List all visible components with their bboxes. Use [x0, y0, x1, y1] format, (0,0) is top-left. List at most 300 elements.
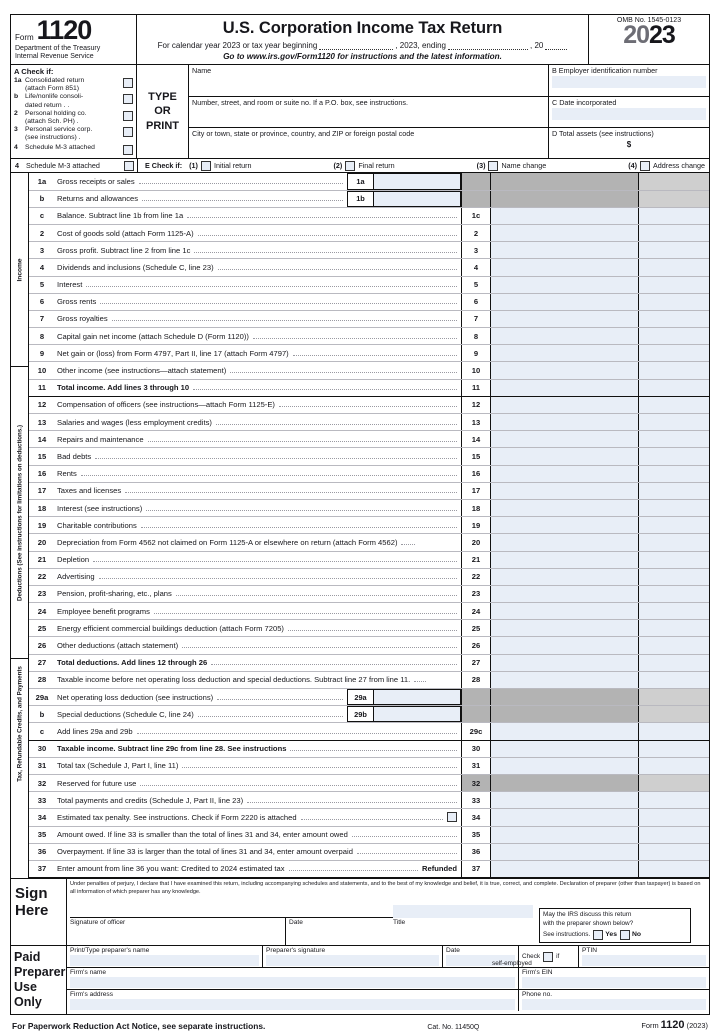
form-identity: [11, 15, 137, 64]
firm-address-input[interactable]: [70, 999, 515, 1010]
line-row-36[interactable]: [29, 844, 709, 861]
sub-amount-input[interactable]: [373, 191, 461, 207]
line-description-text: Charitable contributions: [57, 520, 137, 530]
cents-cell-blocked: [639, 191, 709, 207]
cents-input[interactable]: [639, 809, 709, 825]
line-description: [55, 191, 347, 207]
line-row-29c[interactable]: [29, 723, 709, 740]
line-number-col: 35: [461, 827, 491, 843]
end-year-input[interactable]: [545, 41, 567, 50]
sign-here-label: [11, 879, 67, 945]
cents-input[interactable]: [639, 466, 709, 482]
line-description-text: Taxable income. Subtract line 29c from line 28. See instructions: [57, 744, 287, 754]
option-label: Final return: [358, 161, 395, 171]
cents-input[interactable]: [639, 637, 709, 653]
line-row-4[interactable]: [29, 259, 709, 276]
line-description-text: Energy efficient commercial buildings deduction (attach Form 7205): [57, 623, 284, 633]
check-e-option-1[interactable]: [182, 160, 251, 171]
line-number: 16: [37, 469, 47, 479]
amount-input[interactable]: [491, 586, 639, 602]
line-description-text: Taxable income before net operating loss deduction and special deductions. Subtract line 27 from line 11.: [57, 675, 411, 685]
line-row-29a[interactable]: [29, 689, 709, 706]
amount-cell-blocked: [491, 191, 639, 207]
option-number: (1): [189, 161, 198, 171]
date-incorporated-input[interactable]: [552, 108, 706, 120]
line-row-21[interactable]: [29, 552, 709, 569]
signature-officer-cell[interactable]: [70, 917, 285, 945]
sub-line-number: 29b: [347, 706, 373, 722]
line-description-text: Gross royalties: [57, 314, 108, 324]
checkbox-address-change[interactable]: [640, 161, 650, 171]
line-description: [55, 397, 461, 413]
line-row-17[interactable]: [29, 483, 709, 500]
ptin-input[interactable]: [582, 955, 706, 966]
amount-input[interactable]: [491, 483, 639, 499]
amount-input[interactable]: [491, 380, 639, 396]
line-number: 2: [39, 228, 45, 238]
amount-input[interactable]: [491, 620, 639, 636]
cents-cell-blocked: [639, 775, 709, 791]
amount-input[interactable]: [491, 569, 639, 585]
line-description-text: Dividends and inclusions (Schedule C, line 23): [57, 262, 214, 272]
cents-cell-blocked: [639, 173, 709, 189]
line-number: 36: [37, 847, 47, 857]
calendar-mid: , 2023, ending: [395, 41, 447, 50]
item-label-text: Personal service corp.: [25, 126, 93, 134]
cents-input[interactable]: [639, 741, 709, 757]
line-description: [55, 655, 461, 671]
irs-discuss-line-1: May the IRS discuss this return: [543, 911, 632, 919]
line-row-28[interactable]: [29, 672, 709, 689]
line-row-3[interactable]: [29, 242, 709, 259]
amount-input[interactable]: [491, 603, 639, 619]
cents-input[interactable]: [639, 517, 709, 533]
amount-input[interactable]: [491, 723, 639, 739]
line-description: [55, 225, 461, 241]
line-number: 30: [37, 744, 47, 754]
line-row-1b[interactable]: [29, 191, 709, 208]
phone-cell[interactable]: [519, 990, 709, 1011]
sub-amount-box-1b[interactable]: [347, 191, 461, 207]
line-row-15[interactable]: [29, 448, 709, 465]
cents-input[interactable]: [639, 311, 709, 327]
line-row-7[interactable]: [29, 311, 709, 328]
amount-input[interactable]: [491, 362, 639, 378]
form-body: [11, 173, 709, 878]
amount-input[interactable]: [491, 672, 639, 688]
checkbox-initial-return[interactable]: [201, 161, 211, 171]
item-label-text: Personal holding co.: [25, 109, 87, 117]
checkbox-form-2220-attached[interactable]: [447, 812, 457, 822]
line-row-13[interactable]: [29, 414, 709, 431]
line-number-col: 4: [461, 259, 491, 275]
cents-cell-blocked: [639, 706, 709, 722]
calendar-prefix: For calendar year 2023 or tax year beginning: [157, 41, 318, 50]
firm-name-cell[interactable]: [67, 968, 519, 989]
phone-label: Phone no.: [522, 991, 553, 999]
checkbox-personal-holding-co[interactable]: [123, 111, 133, 121]
line-description-text: Special deductions (Schedule C, line 24): [57, 709, 194, 719]
cents-input[interactable]: [639, 792, 709, 808]
line-description-text: Employee benefit programs: [57, 606, 150, 616]
line-number-col: 15: [461, 448, 491, 464]
omb-block: [589, 15, 709, 64]
line-row-6[interactable]: [29, 294, 709, 311]
amount-input[interactable]: [491, 534, 639, 550]
begin-date-input[interactable]: [319, 41, 393, 50]
line-row-18[interactable]: [29, 500, 709, 517]
amount-input[interactable]: [491, 758, 639, 774]
line-number: 6: [39, 297, 45, 307]
line-description: [55, 466, 461, 482]
cents-input[interactable]: [639, 397, 709, 413]
check-e-label: E Check if:: [145, 161, 183, 171]
amount-input[interactable]: [491, 809, 639, 825]
cents-input[interactable]: [639, 380, 709, 396]
check-e-option-3[interactable]: [470, 160, 547, 171]
line-number: 12: [37, 400, 47, 410]
line-row-27[interactable]: [29, 655, 709, 672]
sub-amount-box-29a[interactable]: [347, 689, 461, 705]
line-number-col: 6: [461, 294, 491, 310]
type-word: TYPE: [148, 90, 177, 103]
check-a-item-1b[interactable]: [14, 93, 133, 109]
line-description-text: Add lines 29a and 29b: [57, 726, 133, 736]
line-number: 9: [39, 348, 45, 358]
cents-input[interactable]: [639, 672, 709, 688]
line-number: 22: [37, 572, 47, 582]
amount-input[interactable]: [491, 225, 639, 241]
sidebar-label-deductions: Deductions (See instructions for limitations on deductions.): [16, 424, 23, 601]
cents-input[interactable]: [639, 620, 709, 636]
line-number-col: 23: [461, 586, 491, 602]
line-row-20[interactable]: [29, 534, 709, 551]
paperwork-notice: For Paperwork Reduction Act Notice, see separate instructions.: [12, 1021, 266, 1031]
line-row-12[interactable]: [29, 397, 709, 414]
checkbox-yes[interactable]: [593, 930, 603, 940]
amount-input[interactable]: [491, 741, 639, 757]
line-description-text: Depletion: [57, 555, 90, 565]
preparer-name-label: Print/Type preparer's name: [70, 947, 150, 955]
line-row-10[interactable]: [29, 362, 709, 379]
signature-date-cell[interactable]: [285, 917, 393, 945]
check-a-item-2[interactable]: [14, 110, 133, 126]
firm-name-input[interactable]: [70, 977, 515, 988]
line-row-1a[interactable]: [29, 173, 709, 190]
amount-input[interactable]: [491, 328, 639, 344]
footer-form-number: 1120: [660, 1019, 685, 1031]
dept-line-1: Department of the Treasury: [15, 44, 101, 52]
checkbox-no[interactable]: [620, 930, 630, 940]
irs-discuss-box: [539, 908, 691, 943]
amount-input[interactable]: [491, 414, 639, 430]
line-number-col: 16: [461, 466, 491, 482]
amount-input[interactable]: [491, 655, 639, 671]
sub-amount-input[interactable]: [373, 689, 461, 705]
line-number: 5: [39, 280, 45, 290]
item-label-text: Life/nonlife consoli-: [25, 93, 84, 101]
cents-input[interactable]: [639, 242, 709, 258]
amount-input[interactable]: [491, 311, 639, 327]
cents-input[interactable]: [639, 586, 709, 602]
irs-discuss-no[interactable]: [620, 929, 641, 940]
line-number-col: 30: [461, 741, 491, 757]
self-employed-label: self-employed: [492, 959, 532, 967]
line-row-37[interactable]: [29, 861, 709, 878]
line-row-1c[interactable]: [29, 208, 709, 225]
line-description-text: Reserved for future use: [57, 778, 137, 788]
line-number: 31: [37, 761, 47, 771]
line-row-24[interactable]: [29, 603, 709, 620]
amount-input[interactable]: [491, 500, 639, 516]
cents-input[interactable]: [639, 534, 709, 550]
amount-input[interactable]: [491, 861, 639, 877]
option-number: (4): [628, 161, 638, 171]
cents-input[interactable]: [639, 362, 709, 378]
signature-lines: [70, 906, 706, 945]
checkbox-consolidated-return[interactable]: [123, 78, 133, 88]
preparer-name-cell[interactable]: [67, 946, 263, 967]
line-description-text: Capital gain net income (attach Schedule D (Form 1120)): [57, 331, 249, 341]
cents-input[interactable]: [639, 483, 709, 499]
line-description: [55, 173, 347, 189]
phone-input[interactable]: [522, 999, 706, 1010]
line-row-33[interactable]: [29, 792, 709, 809]
omb-number: OMB No. 1545-0123: [616, 17, 682, 24]
cents-input[interactable]: [639, 655, 709, 671]
firm-ein-cell[interactable]: [519, 968, 709, 989]
line-number-col: 2: [461, 225, 491, 241]
line-description: [55, 448, 461, 464]
line-row-2[interactable]: [29, 225, 709, 242]
line-row-35[interactable]: [29, 827, 709, 844]
amount-cell-blocked: [491, 706, 639, 722]
amount-input[interactable]: [491, 345, 639, 361]
line-row-19[interactable]: [29, 517, 709, 534]
line-row-5[interactable]: [29, 277, 709, 294]
item-sub-text: (attach Sch. PH) .: [25, 117, 79, 125]
check-e-label-group: [138, 161, 182, 170]
line-row-23[interactable]: [29, 586, 709, 603]
checkbox-lifenonlife-return[interactable]: [123, 94, 133, 104]
line-description: [55, 689, 347, 705]
amount-input[interactable]: [491, 844, 639, 860]
form-number: 1120: [36, 15, 92, 45]
item-sub-text: dated return . .: [25, 101, 70, 109]
cents-input[interactable]: [639, 225, 709, 241]
irs-website-link[interactable]: Go to www.irs.gov/Form1120 for instructions and the latest information.: [223, 52, 502, 61]
line-description: [55, 809, 461, 825]
line-number-col: 18: [461, 500, 491, 516]
amount-input[interactable]: [491, 827, 639, 843]
amount-input[interactable]: [491, 277, 639, 293]
cents-input[interactable]: [639, 414, 709, 430]
cents-input[interactable]: [639, 827, 709, 843]
line-number-col: 33: [461, 792, 491, 808]
ein-cell[interactable]: [549, 65, 709, 96]
sub-amount-box-1a[interactable]: [347, 173, 461, 189]
line-description: [55, 208, 461, 224]
cents-input[interactable]: [639, 345, 709, 361]
amount-input[interactable]: [491, 792, 639, 808]
line-description-text: Depreciation from Form 4562 not claimed on Form 1125-A or elsewhere on return (attach Form 4562): [57, 537, 398, 547]
line-description-text: Taxes and licenses: [57, 486, 122, 496]
item-label-text: Consolidated return: [25, 77, 85, 85]
cents-input[interactable]: [639, 552, 709, 568]
amount-input[interactable]: [491, 397, 639, 413]
line-row-34[interactable]: [29, 809, 709, 826]
ein-input[interactable]: [552, 76, 706, 88]
preparer-signature-cell[interactable]: [263, 946, 443, 967]
line-row-22[interactable]: [29, 569, 709, 586]
city-field-row[interactable]: [189, 128, 548, 158]
amount-input[interactable]: [491, 552, 639, 568]
preparer-date-label: Date: [446, 947, 460, 955]
line-number: 20: [37, 537, 47, 547]
cents-input[interactable]: [639, 569, 709, 585]
amount-input[interactable]: [491, 517, 639, 533]
line-number-col: 31: [461, 758, 491, 774]
check-a-item-3[interactable]: [14, 126, 133, 142]
firm-ein-input[interactable]: [522, 977, 706, 988]
line-description: [55, 294, 461, 310]
amount-input[interactable]: [491, 259, 639, 275]
line-number-col: [461, 689, 491, 705]
name-field-row[interactable]: [189, 65, 548, 96]
line-number: 13: [37, 417, 47, 427]
line-description: [55, 706, 347, 722]
tax-year-prefix: 20: [623, 21, 649, 49]
line-number-col: 19: [461, 517, 491, 533]
checkbox-final-return[interactable]: [345, 161, 355, 171]
checkbox-name-change[interactable]: [488, 161, 498, 171]
checkbox-personal-service-corp[interactable]: [123, 127, 133, 137]
sub-amount-box-29b[interactable]: [347, 706, 461, 722]
line-row-29b[interactable]: [29, 706, 709, 723]
line-number-col: 24: [461, 603, 491, 619]
line-row-11[interactable]: [29, 380, 709, 397]
sub-amount-input[interactable]: [373, 173, 461, 189]
ptin-cell[interactable]: [579, 946, 709, 967]
footer-form-year: (2023): [686, 1021, 708, 1031]
firm-address-cell[interactable]: [67, 990, 519, 1011]
self-employed-group[interactable]: [492, 951, 560, 967]
cents-input[interactable]: [639, 208, 709, 224]
line-row-32[interactable]: [29, 775, 709, 792]
checkbox-schedule-m3[interactable]: [124, 161, 134, 171]
date-incorporated-cell[interactable]: [549, 97, 709, 128]
line-4-label: Schedule M-3 attached: [26, 161, 100, 171]
signature-title-label: Title: [393, 919, 406, 927]
total-assets-cell[interactable]: [549, 128, 709, 158]
line-number: 11: [37, 383, 47, 393]
checkbox-self-employed[interactable]: [543, 952, 553, 962]
cents-input[interactable]: [639, 723, 709, 739]
amount-input[interactable]: [491, 431, 639, 447]
check-a-item-1a[interactable]: [14, 77, 133, 93]
cents-input[interactable]: [639, 294, 709, 310]
line-row-31[interactable]: [29, 758, 709, 775]
cents-input[interactable]: [639, 844, 709, 860]
line-items: [29, 173, 709, 878]
line-row-26[interactable]: [29, 637, 709, 654]
line-description-text: Estimated tax penalty. See instructions. Check if Form 2220 is attached: [57, 812, 297, 822]
cents-input[interactable]: [639, 500, 709, 516]
line-number: b: [39, 709, 45, 719]
line-description: [55, 345, 461, 361]
amount-input[interactable]: [491, 208, 639, 224]
preparer-name-input[interactable]: [70, 955, 259, 966]
line-description-text: Cost of goods sold (attach Form 1125-A): [57, 228, 194, 238]
preparer-signature-input[interactable]: [266, 955, 439, 966]
line-row-9[interactable]: [29, 345, 709, 362]
line-number: 8: [39, 331, 45, 341]
signature-title-cell[interactable]: [393, 917, 533, 945]
cents-input[interactable]: [639, 431, 709, 447]
amount-input[interactable]: [491, 637, 639, 653]
line-number: 37: [37, 864, 47, 874]
sub-amount-input[interactable]: [373, 706, 461, 722]
amount-cell-blocked: [491, 173, 639, 189]
line-row-16[interactable]: [29, 466, 709, 483]
line-description-text: Enter amount from line 36 you want: Credited to 2024 estimated tax: [57, 864, 285, 874]
checkbox-schedule-m3-attached[interactable]: [123, 145, 133, 155]
irs-discuss-yes[interactable]: [593, 929, 617, 940]
line-number: 29a: [35, 692, 49, 702]
line-description-text: Pension, profit-sharing, etc., plans: [57, 589, 172, 599]
cents-input[interactable]: [639, 603, 709, 619]
cents-input[interactable]: [639, 758, 709, 774]
sidebar-label-tax: Tax, Refundable Credits, and Payments: [16, 666, 23, 783]
line-description: [55, 242, 461, 258]
line-number: 24: [37, 606, 47, 616]
line-number-col: 26: [461, 637, 491, 653]
cents-input[interactable]: [639, 448, 709, 464]
check-a-item-4[interactable]: [14, 144, 133, 157]
footer-form-word: Form: [641, 1021, 659, 1031]
preparer-row-2: [67, 968, 709, 990]
line-row-14[interactable]: [29, 431, 709, 448]
line-row-30[interactable]: [29, 741, 709, 758]
item-number: 3: [14, 126, 18, 134]
amount-input[interactable]: [491, 242, 639, 258]
cents-input[interactable]: [639, 277, 709, 293]
check-e-option-4[interactable]: [621, 160, 709, 171]
line-number-col: 25: [461, 620, 491, 636]
line-description: [55, 603, 461, 619]
cents-input[interactable]: [639, 259, 709, 275]
line-row-25[interactable]: [29, 620, 709, 637]
amount-input[interactable]: [491, 466, 639, 482]
cents-input[interactable]: [639, 861, 709, 877]
end-date-input[interactable]: [448, 41, 528, 50]
amount-input[interactable]: [491, 294, 639, 310]
line-description: [55, 328, 461, 344]
sign-word: Sign: [15, 885, 48, 903]
check-e-option-2[interactable]: [327, 160, 395, 171]
line-number: 17: [37, 486, 47, 496]
self-employed-cell[interactable]: [492, 946, 579, 967]
line-row-8[interactable]: [29, 328, 709, 345]
footer-form-id: [641, 1019, 708, 1031]
street-field-row[interactable]: [189, 97, 548, 128]
line-number-col: 12: [461, 397, 491, 413]
amount-input[interactable]: [491, 448, 639, 464]
firm-address-label: Firm's address: [70, 991, 114, 999]
line-description-text: Other income (see instructions—attach statement): [57, 366, 227, 376]
cents-input[interactable]: [639, 328, 709, 344]
tax-year-suffix: 23: [649, 21, 675, 49]
